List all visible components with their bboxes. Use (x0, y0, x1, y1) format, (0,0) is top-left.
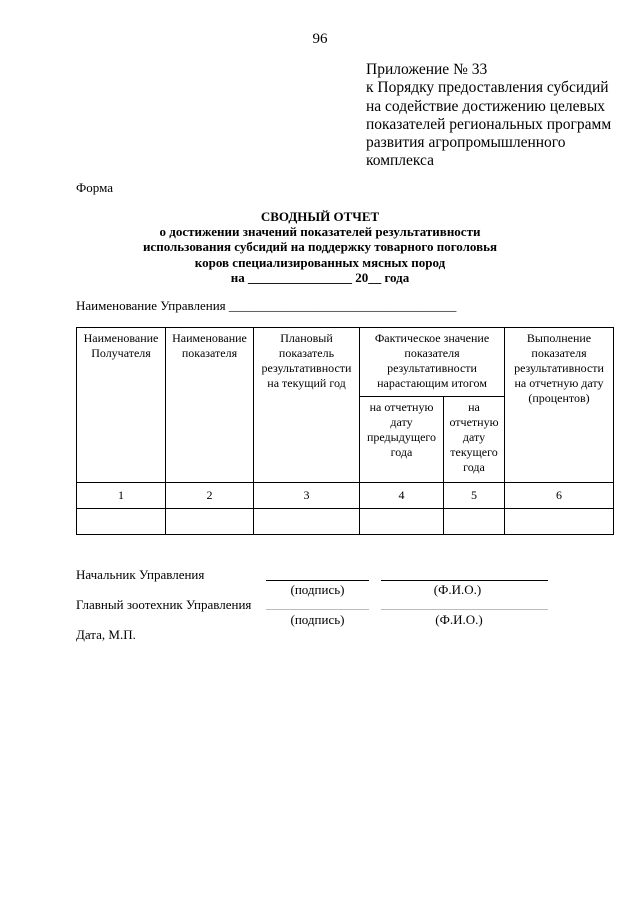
appendix-line: развития агропромышленного (366, 134, 566, 152)
header-planned: Плановый показатель результативности на текущий год (254, 328, 360, 483)
table-cell-empty (166, 509, 254, 535)
name-caption: (Ф.И.О.) (433, 582, 482, 597)
name-line (381, 609, 548, 610)
header-recipient: Наименование Получателя (77, 328, 166, 483)
form-label: Форма (76, 180, 113, 195)
table-cell-empty (444, 509, 505, 535)
column-number: 4 (360, 483, 444, 509)
column-number: 6 (505, 483, 614, 509)
appendix-header (366, 61, 626, 171)
title-line: использования субсидий на поддержку товарного поголовья (142, 239, 498, 255)
signature-caption: (подпись) (290, 582, 345, 597)
table-cell-empty (360, 509, 444, 535)
column-number: 5 (444, 483, 505, 509)
signature-caption: (подпись) (290, 612, 345, 627)
appendix-line: комплекса (366, 152, 435, 170)
signature-line (266, 609, 369, 610)
name-line (381, 580, 548, 581)
appendix-line: к Порядку предоставления субсидий (366, 79, 609, 97)
appendix-line: Приложение № 33 (366, 61, 488, 78)
column-number: 2 (166, 483, 254, 509)
page-number: 96 (312, 31, 328, 47)
header-actual-prev-year: на отчетную дату предыдущего года (360, 397, 444, 483)
name-caption: (Ф.И.О.) (435, 612, 483, 627)
header-actual-curr-year: на отчетную дату текущего года (444, 397, 505, 483)
report-title (0, 209, 640, 285)
appendix-line: на содействие достижению целевых (366, 97, 605, 115)
chief-zootechnician-label: Главный зоотехник Управления (76, 597, 252, 612)
management-name-field: Наименование Управления ___________________________________ (76, 298, 457, 313)
title-line: о достижении значений показателей результативности (159, 224, 481, 240)
header-fulfillment: Выполнение показателя результативности на отчетную дату (процентов) (505, 328, 614, 483)
signature-line (266, 580, 369, 581)
appendix-line: показателей региональных программ (366, 115, 612, 133)
header-indicator: Наименование показателя (166, 328, 254, 483)
table-cell-empty (254, 509, 360, 535)
header-actual: Фактическое значение показателя результативности нарастающим итогом (360, 328, 505, 397)
title-line: коров специализированных мясных пород (194, 254, 446, 270)
table-cell-empty (505, 509, 614, 535)
column-number: 1 (77, 483, 166, 509)
title-line: СВОДНЫЙ ОТЧЕТ (260, 209, 380, 224)
report-table (76, 327, 614, 535)
column-number: 3 (254, 483, 360, 509)
table-cell-empty (77, 509, 166, 535)
title-line: на ________________ 20__ года (230, 269, 410, 285)
head-of-management-label: Начальник Управления (76, 567, 205, 582)
date-stamp-label: Дата, М.П. (76, 627, 136, 642)
